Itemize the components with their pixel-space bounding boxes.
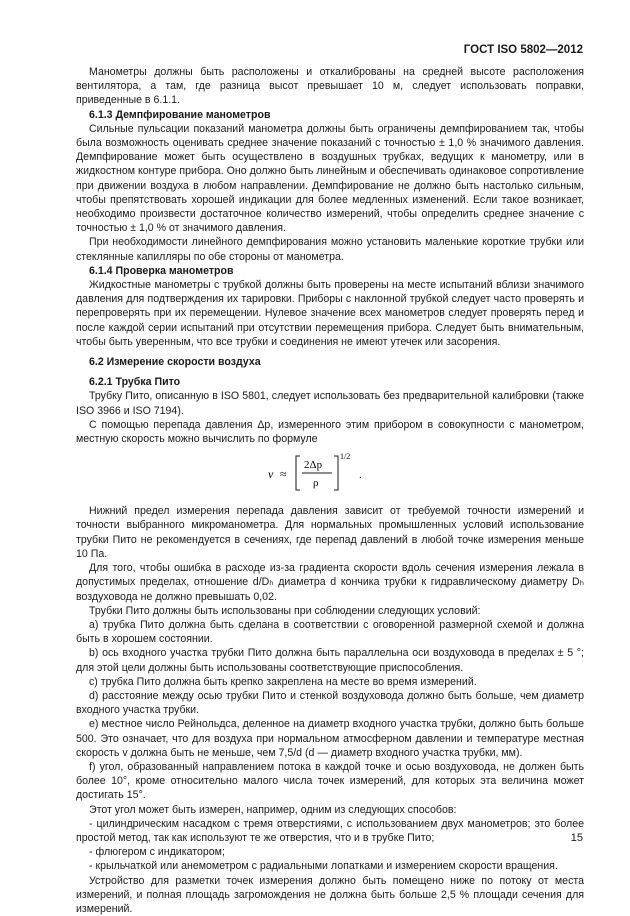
section-heading: 6.2 Измерение скорости воздуха bbox=[89, 356, 261, 369]
formula-lhs: v bbox=[268, 467, 274, 482]
section-heading: 6.1.4 Проверка манометров bbox=[89, 264, 234, 277]
formula-approx: ≈ bbox=[280, 467, 287, 482]
paragraph: - крыльчаткой или анемометром с радиальными лопатками и измерением скорости вращения. bbox=[89, 860, 558, 873]
paragraph: е) местное число Рейнольдса, деленное на диаметр входного участка трубки, должно быть больше 500. Это означает, что для воздуха при нормальном атмосферном давлении и температуре местная скорость v должна быть не меньше, чем 7,5/d (d — диаметр входного участка трубки, мм). bbox=[76, 718, 584, 759]
formula-graphic bbox=[266, 450, 386, 496]
formula-trailing: . bbox=[359, 469, 362, 482]
paragraph: Для того, чтобы ошибка в расходе из-за градиента скорости вдоль сечения измерения лежала в допустимых пределах, отношение d/Dₕ диаметра d кончика трубки к гидравлическому диаметру Dₕ воздуховода не должно превышать 0,02. bbox=[76, 562, 584, 603]
paragraph: - флюгером с индикатором; bbox=[89, 846, 225, 859]
formula-numerator: 2Δp bbox=[304, 459, 323, 472]
paragraph: f) угол, образованный направлением потока в каждой точке и осью воздуховода, не должен быть более 10°, кроме относительно малого числа точек измерений, для которых эта величина может достигать 15°. bbox=[76, 760, 584, 802]
paragraph: b) ось входного участка трубки Пито должна быть параллельна оси воздуховода в пределах ± 5 °; для этой цели должны быть использованы соответствующие приспособления. bbox=[76, 647, 584, 674]
paragraph: Манометры должны быть расположены и откалиброваны на средней высоте расположения вентилятора, а там, где разница высот превышает 10 м, следует использовать поправки, приведенные в 6.1.1. bbox=[76, 66, 584, 107]
right-bracket bbox=[334, 456, 338, 490]
velocity-formula bbox=[76, 450, 584, 496]
page-number: 15 bbox=[570, 832, 583, 844]
paragraph: С помощью перепада давления Δp, измеренного этим прибором в совокупности с манометром, местную скорость можно вычислить по формуле bbox=[76, 418, 584, 446]
document-body bbox=[76, 65, 584, 916]
formula-exponent: 1/2 bbox=[340, 452, 351, 462]
paragraph: При необходимости линейного демпфирования можно установить маленькие короткие трубки или стеклянные капилляры по обе стороны от манометра. bbox=[76, 236, 584, 263]
paragraph: Сильные пульсации показаний манометра должны быть ограничены демпфированием так, чтобы была возможность оценивать среднее значение показаний с точностью ± 1,0 % значимого давления. Демпфирование может быть осуществлено в воздушных трубках, ведущих к манометру, или в жидкостном контуре прибора. Оно должно быть линейным и обеспечивать одинаковое сопротивление при движении воздуха в любом направлении. Демпфирование не должно быть настолько сильным, чтобы препятствовать хорошей индикации для более медленных изменений. Если такое возникает, необходимо произвести достаточное количество измерений, чтобы определить среднее значение с точностью ± 1,0 % от значимого давления. bbox=[76, 122, 584, 235]
section-heading: 6.2.1 Трубка Пито bbox=[89, 376, 181, 389]
standard-header: ГОСТ ISO 5802—2012 bbox=[463, 44, 583, 56]
paragraph: d) расстояние между осью трубки Пито и стенкой воздуховода должно быть больше, чем диаметр входного участка трубки. bbox=[76, 689, 584, 717]
paragraph: Устройство для разметки точек измерения должно быть помещено ниже по потоку от места измерений, и полная площадь загромождения не должна быть больше 2,5 % площади сечения для измерений. bbox=[76, 874, 584, 915]
paragraph: с) трубка Пито должна быть крепко закреплена на месте во время измерений. bbox=[89, 675, 477, 688]
left-bracket bbox=[296, 456, 300, 490]
paragraph: Трубку Пито, описанную в ISO 5801, следует использовать без предварительной калибровки (также ISO 3966 и ISO 7194). bbox=[76, 390, 584, 417]
paragraph: - цилиндрическим насадком с тремя отверстиями, с использованием двух манометров; это более простой метод, так как используют те же отверстия, что и в трубке Пито; bbox=[76, 817, 584, 844]
section-heading: 6.1.3 Демпфирование манометров bbox=[89, 108, 271, 121]
paragraph: Нижний предел измерения перепада давления зависит от требуемой точности измерений и точности выбранного микроманометра. Для нормальных промышленных условий использование трубки Пито не рекомендуется в сечениях, где перепад давлений в любой точке измерения меньше 10 Па. bbox=[76, 505, 584, 560]
paragraph: Этот угол может быть измерен, например, одним из следующих способов: bbox=[89, 803, 457, 816]
paragraph: а) трубка Пито должна быть сделана в соответствии с оговоренной размерной схемой и должна быть в хорошем состоянии. bbox=[76, 618, 584, 646]
paragraph: Трубки Пито должны быть использованы при соблюдении следующих условий: bbox=[89, 604, 481, 617]
paragraph: Жидкостные манометры с трубкой должны быть проверены на месте испытаний вблизи значимого давления для подтверждения их тарировки. Приборы с наклонной трубкой следует часто проверять и перепроверять при их перемещении. Нулевое значение всех манометров следует проверять перед и после каждой серии испытаний при отсутствии перемещения прибора. Следует быть внимательным, чтобы быть уверенным, что все трубки и соединения не имеют утечек или засорения. bbox=[76, 279, 584, 348]
formula-denominator: ρ bbox=[313, 477, 319, 490]
